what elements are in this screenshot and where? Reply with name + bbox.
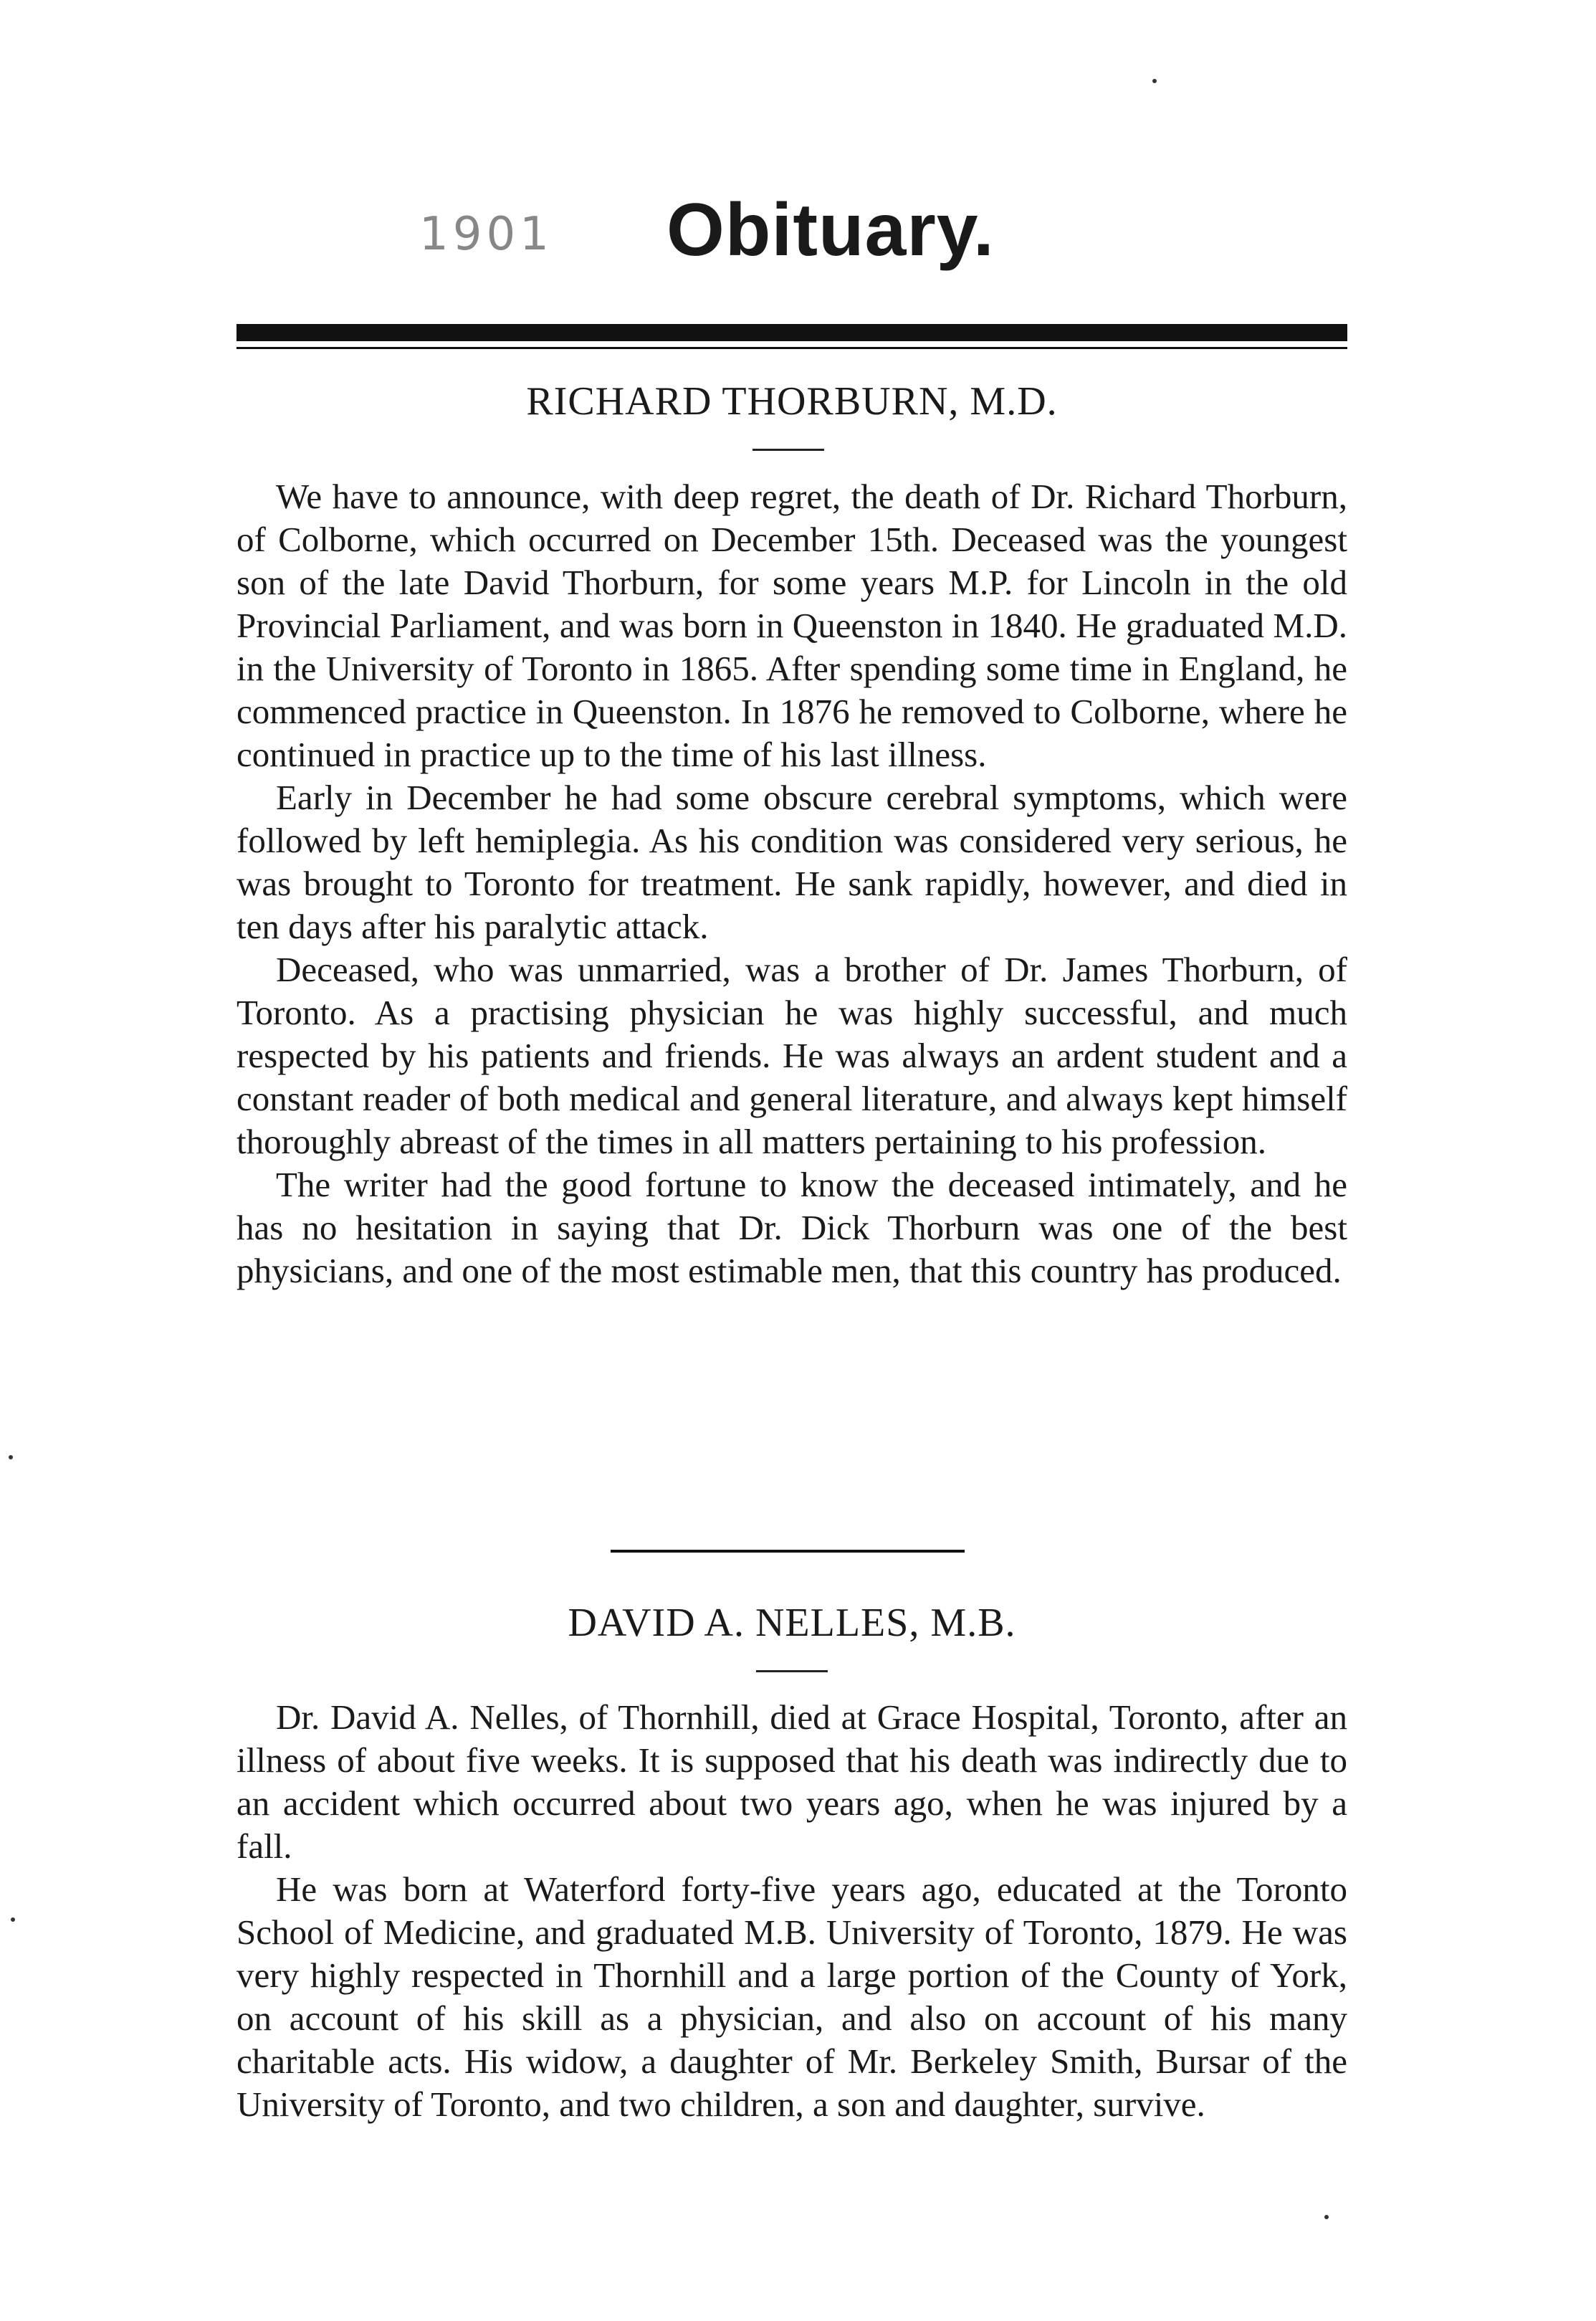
handwritten-date-note: 1901 xyxy=(419,208,553,261)
obituary-body-nelles xyxy=(236,1696,1347,2126)
scan-speck xyxy=(1152,79,1157,83)
paragraph: We have to announce, with deep regret, the death of Dr. Richard Thorburn, of Colborne, which occurred on December 15th. Deceased was the youngest son of the late David Thorburn, for some years M.P. for Lincoln in the old Provincial Parliament, and was born in Queenston in 1840. He graduated M.D. in the University of Toronto in 1865. After spending some time in England, he commenced practice in Queenston. In 1876 he removed to Colborne, where he continued in practice up to the time of his last illness. xyxy=(236,477,1347,774)
obituary-heading-thorburn: RICHARD THORBURN, M.D. xyxy=(526,379,1058,424)
paragraph: The writer had the good fortune to know the deceased intimately, and he has no hesitation in saying that Dr. Dick Thorburn was one of the best physicians, and one of the most estimable men, that this country has produced. xyxy=(236,1165,1347,1290)
title-thick-rule xyxy=(236,324,1347,341)
scan-speck xyxy=(1324,2215,1329,2219)
title-thin-rule xyxy=(236,347,1347,349)
obituary-heading-nelles: DAVID A. NELLES, M.B. xyxy=(568,1601,1016,1645)
page-title: Obituary. xyxy=(666,189,995,272)
paragraph: Early in December he had some obscure cerebral symptoms, which were followed by left hemiplegia. As his condition was considered very serious, he was brought to Toronto for treatment. He sank rapidly, however, and died in ten days after his paralytic attack. xyxy=(236,778,1347,946)
paragraph: He was born at Waterford forty-five years ago, educated at the Toronto School of Medicine, and graduated M.B. University of Toronto, 1879. He was very highly respected in Thornhill and a large portion of the County of York, on account of his skill as a physician, and also on account of his many charitable acts. His widow, a daughter of Mr. Berkeley Smith, Bursar of the University of Toronto, and two children, a son and daughter, survive. xyxy=(236,1869,1347,2124)
scan-speck xyxy=(9,1455,13,1459)
heading-underline xyxy=(752,449,824,451)
section-separator xyxy=(611,1550,965,1553)
obituary-body-thorburn xyxy=(236,475,1347,1292)
heading-underline xyxy=(756,1670,828,1672)
paragraph: Dr. David A. Nelles, of Thornhill, died at Grace Hospital, Toronto, after an illness of about five weeks. It is supposed that his death was indirectly due to an accident which occurred about two years ago, when he was injured by a fall. xyxy=(236,1697,1347,1866)
scan-speck xyxy=(11,1917,15,1922)
paragraph: Deceased, who was unmarried, was a brother of Dr. James Thorburn, of Toronto. As a practising physician he was highly successful, and much respected by his patients and friends. He was always an ardent student and a constant reader of both medical and general literature, and always kept himself thoroughly abreast of the times in all matters pertaining to his profession. xyxy=(236,950,1347,1161)
